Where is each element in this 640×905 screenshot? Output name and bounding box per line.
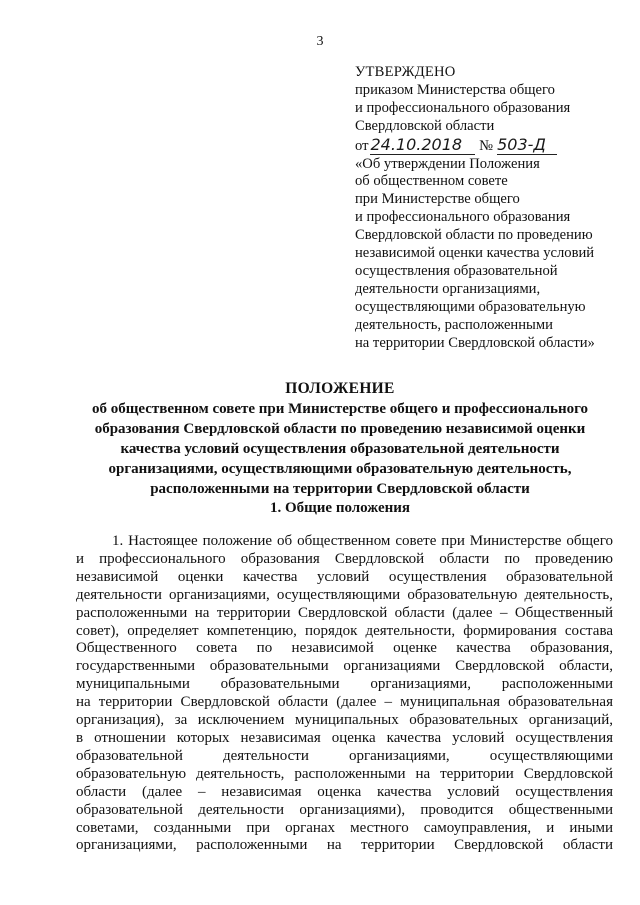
paragraph-line: 1. Настоящее положение об общественном совете при Министерстве общего <box>112 533 613 549</box>
order-title-line: об общественном совете <box>355 173 508 190</box>
paragraph-line: независимой оценки качества условий осуществления образовательной <box>76 568 613 585</box>
document-subtitle <box>60 399 620 499</box>
subtitle-line: расположенными на территории Свердловской области <box>150 481 530 497</box>
subtitle-line: организациями, осуществляющими образовательную деятельность, <box>108 461 572 477</box>
paragraph-line: образовательной деятельности организациями), проводится общественными <box>76 801 613 818</box>
paragraph-line: и профессионального образования Свердловской области по проведению <box>76 550 613 567</box>
approval-line: приказом Министерства общего <box>355 81 555 98</box>
subtitle-line: об общественном совете при Министерстве общего и профессионального <box>91 401 589 417</box>
paragraph-line: организация), за исключением муниципальных образовательных организаций, <box>76 712 613 729</box>
paragraph-line: образовательной деятельности организациями, осуществляющими <box>76 747 613 764</box>
paragraph-line: на территории Свердловской области (далее – муниципальная образовательная <box>76 694 613 711</box>
approval-line: и профессионального образования <box>355 99 571 116</box>
paragraph-line: Общественного совета по независимой оценке качества образования, <box>76 640 613 657</box>
order-title-line: при Министерстве общего <box>355 191 520 208</box>
order-title-line: Свердловской области по проведению <box>355 227 593 244</box>
order-title-line: деятельности организациями, <box>355 280 541 297</box>
paragraph-line: совет), определяет компетенцию, порядок деятельности, формирования состава <box>76 622 613 639</box>
subtitle-line: качества условий осуществления образовательной деятельности <box>120 441 560 457</box>
page-number: 3 <box>316 34 324 49</box>
order-title-line: осуществляющими образовательную <box>355 298 586 315</box>
paragraph-line: организациями, расположенными на территории Свердловской области <box>76 837 613 854</box>
subtitle-line: образования Свердловской области по проведению независимой оценки <box>94 421 586 437</box>
paragraph-line: деятельности организациями, осуществляющими образовательную деятельность, <box>76 586 613 603</box>
order-title-line: деятельность, расположенными <box>355 316 553 333</box>
order-title-line: и профессионального образования <box>355 209 571 226</box>
document-title: ПОЛОЖЕНИЕ <box>285 380 395 397</box>
number-prefix: № <box>479 137 494 154</box>
date-prefix: от <box>355 137 369 154</box>
order-title-line: независимой оценки качества условий <box>355 245 595 262</box>
approval-line: Свердловской области <box>355 117 495 134</box>
paragraph-line: области (далее – независимая оценка качества условий осуществления <box>76 783 613 800</box>
paragraph-line: советами, созданными при органах местного самоуправления, и иными <box>76 819 613 836</box>
order-title-line: осуществления образовательной <box>355 262 558 279</box>
handwritten-date: 24.10.2018 <box>370 136 475 155</box>
paragraph-line: расположенными на территории Свердловской области (далее – Общественный <box>76 604 613 621</box>
order-title-line: на территории Свердловской области» <box>355 334 595 351</box>
approval-date-row <box>355 136 625 156</box>
approval-heading: УТВЕРЖДЕНО <box>355 64 456 80</box>
paragraph-line: образовательную деятельность, расположенными на территории Свердловской <box>76 765 613 782</box>
paragraph-line: в отношении которых независимая оценка качества условий осуществления <box>76 729 613 746</box>
approval-block <box>355 64 625 353</box>
paragraph-line: муниципальными образовательными организациями, расположенными <box>76 676 613 693</box>
paragraph-line: государственными образовательными организациями Свердловской области, <box>76 658 613 675</box>
handwritten-order-number: 503-Д <box>497 136 557 155</box>
body-paragraph <box>76 533 613 855</box>
section-title: 1. Общие положения <box>269 500 411 516</box>
order-title-line: «Об утверждении Положения <box>355 155 540 172</box>
